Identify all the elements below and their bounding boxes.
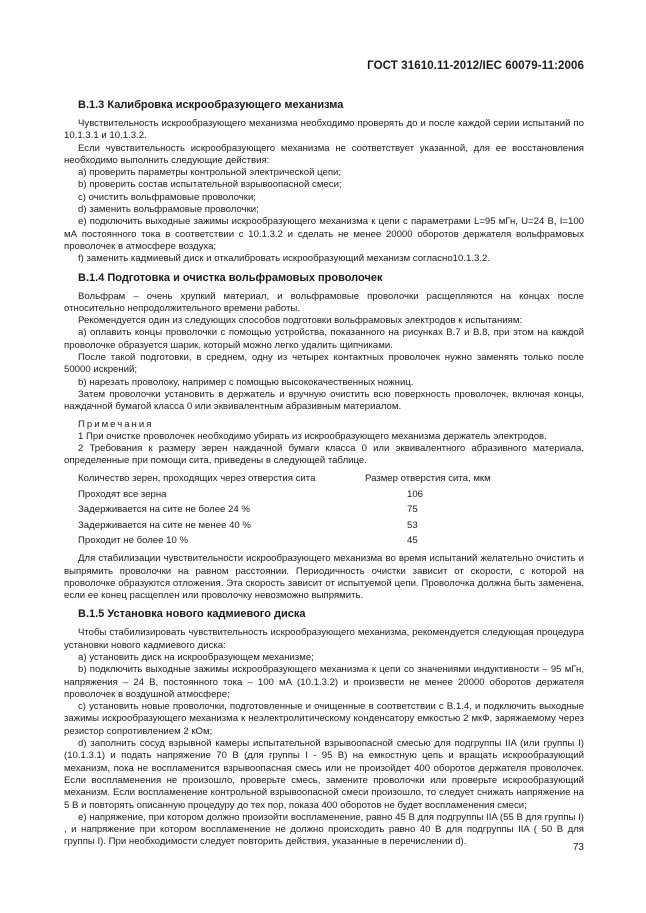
paragraph: Для стабилизации чувствительности искрообразующего механизма во время испытаний желательно очистить и выпрямить проволочки на равном расстоянии. Периодичность очистки зависит от скорости, с которой на проволочке образуются отложения. Эта скорость зависит от испытуемой цепи. Проволочка должна быть заменена, если ее конец расщеплен или проволочку невозможно выпрямить. — [64, 553, 584, 602]
list-item: d) заменить вольфрамовые проволочки; — [78, 204, 259, 216]
table-row — [78, 503, 498, 519]
section-title-b13: B.1.3 Калибровка искрообразующего механизма — [78, 99, 344, 111]
page-number: 73 — [572, 842, 584, 853]
note: 2 Требования к размеру зерен наждачной бумаги класса 0 или эквивалентного абразивного материала, определенные при помощи сита, приведены в следующей таблице. — [64, 443, 584, 467]
table-row — [78, 518, 498, 534]
paragraph: Вольфрам – очень хрупкий материал, и вольфрамовые проволочки расщепляются на концах после относительно непродолжительного времени работы. — [64, 290, 584, 314]
table-row — [78, 534, 498, 550]
notes-title: Примечания — [78, 418, 154, 430]
paragraph: Если чувствительность искрообразующего механизма не соответствует указанной, для ее восстановления необходимо выполнить следующие действия: — [64, 142, 584, 166]
list-item: e) подключить выходные зажимы искрообразующего механизма к цепи с параметрами L=95 мГн, U=24 В, I=100 мА постоянного тока в соответствии с 10.1.3.2 и сделать не менее 20000 оборотов держателя вольфрамовых проволочек в атмосфере воздуха; — [64, 216, 584, 252]
table-cell: Проходит не более 10 % — [78, 535, 189, 547]
table-cell: 106 — [407, 488, 424, 500]
paragraph: Затем проволочки установить в держатель и вручную очистить всю поверхность проволочек, включая концы, наждачной бумагой класса 0 или эквивалентным абразивным материалом. — [64, 388, 584, 413]
paragraph: Чтобы стабилизировать чувствительность искрообразующего механизма, рекомендуется следующая процедура установки нового кадмиевого диска: — [64, 627, 584, 651]
list-item: f) заменить кадмиевый диск и откалибровать искрообразующий механизм согласно10.1.3.2. — [78, 253, 491, 265]
table-cell: 53 — [407, 519, 418, 531]
paragraph: После такой подготовки, в среднем, одну из четырех контактных проволочек нужно заменять только после 50000 искрений; — [64, 352, 584, 376]
table-cell: Задерживается на сите не менее 40 % — [78, 519, 251, 531]
list-item: c) очистить вольфрамовые проволочки; — [78, 191, 256, 203]
table-cell: 75 — [407, 504, 418, 516]
standard-header: ГОСТ 31610.11-2012/IEC 60079-11:2006 — [367, 60, 584, 72]
sieve-table — [78, 472, 498, 550]
table-row — [78, 487, 498, 503]
table-cell: Проходят все зерна — [78, 488, 167, 500]
section-title-b14: B.1.4 Подготовка и очистка вольфрамовых проволочек — [78, 271, 383, 284]
paragraph: Рекомендуется один из следующих способов подготовки вольфрамовых электродов к испытаниям: — [78, 315, 523, 327]
list-item: b) подключить выходные зажимы искрообразующего механизма к цепи со значениями индуктивности – 95 мГн, напряжения – 24 В, постоянного тока – 100 мА (10.1.3.2) и произвести не менее 20000 оборотов держателя проволочек в воздушной атмосфере; — [64, 664, 584, 700]
section-title-b15: B.1.5 Установка нового кадмиевого диска — [78, 608, 306, 621]
list-item: c) установить новые проволочки, подготовленные и очищенные в соответствии с B.1.4, и подключить выходные зажимы искрообразующего механизма к неэлектролитическому конденсатору емкостью 2 мкФ, заряжаемому через резистор сопротивлением 2 кОм; — [64, 701, 584, 737]
page-content — [64, 93, 584, 849]
list-item: d) заполнить сосуд взрывной камеры испытательной взрывоопасной смесью для подгруппы IIA (или группы I) (10.1.3.1) и подать напряжение 70 В (для группы I - 95 В) на емкостную цепь и вращать искрообразующий механизм, пока не воспламенится взрывоопасная смесь или не произойдет 400 оборотов держателя проволочек. Если воспламенения не произошло, проверьте смесь, замените проволочки или проверьте искрообразующий механизм. Если воспламенение контрольной взрывоопасной смеси произошло, то следует снижать напряжение на 5 В и повторять описанную процедуру до тех пор, показа 400 оборотов не будет воспламенения смеси; — [64, 738, 584, 811]
table-header-cell: Размер отверстия сита, мкм — [365, 473, 491, 485]
table-cell: 45 — [407, 535, 418, 547]
list-item: а) проверить параметры контрольной электрической цепи; — [78, 167, 342, 179]
table-header-cell: Количество зерен, проходящих через отверстия сита — [78, 473, 316, 485]
list-item: а) установить диск на искрообразующем механизме; — [78, 652, 314, 663]
table-cell: Задерживается на сите не более 24 % — [78, 504, 250, 516]
list-item: b) проверить состав испытательной взрывоопасной смеси; — [78, 179, 342, 191]
list-item: e) напряжение, при котором должно произойти воспламенение, равно 45 В для подгруппы IIA (55 В для группы I) , и напряжение при котором воспламенение не должно происходить равно 40 В для подгруппы IIA ( 50 В для группы I). При необходимости следует повторить действия, указанные в перечислении d). — [64, 811, 584, 848]
paragraph: Чувствительность искрообразующего механизма необходимо проверять до и после каждой серии испытаний по 10.1.3.1 и 10.1.3.2. — [64, 118, 584, 142]
list-item: b) нарезать проволоку, например с помощью высококачественных ножниц. — [78, 376, 414, 388]
table-header-row — [78, 472, 498, 488]
list-item: а) оплавить концы проволочки с помощью устройства, показанного на рисунках B.7 и B.8, при этом на каждой проволочке образуется шарик, который можно легко удалить щипчиками. — [64, 327, 584, 351]
note: 1 При очистке проволочек необходимо убирать из искрообразующего механизма держатель электродов. — [78, 430, 547, 442]
